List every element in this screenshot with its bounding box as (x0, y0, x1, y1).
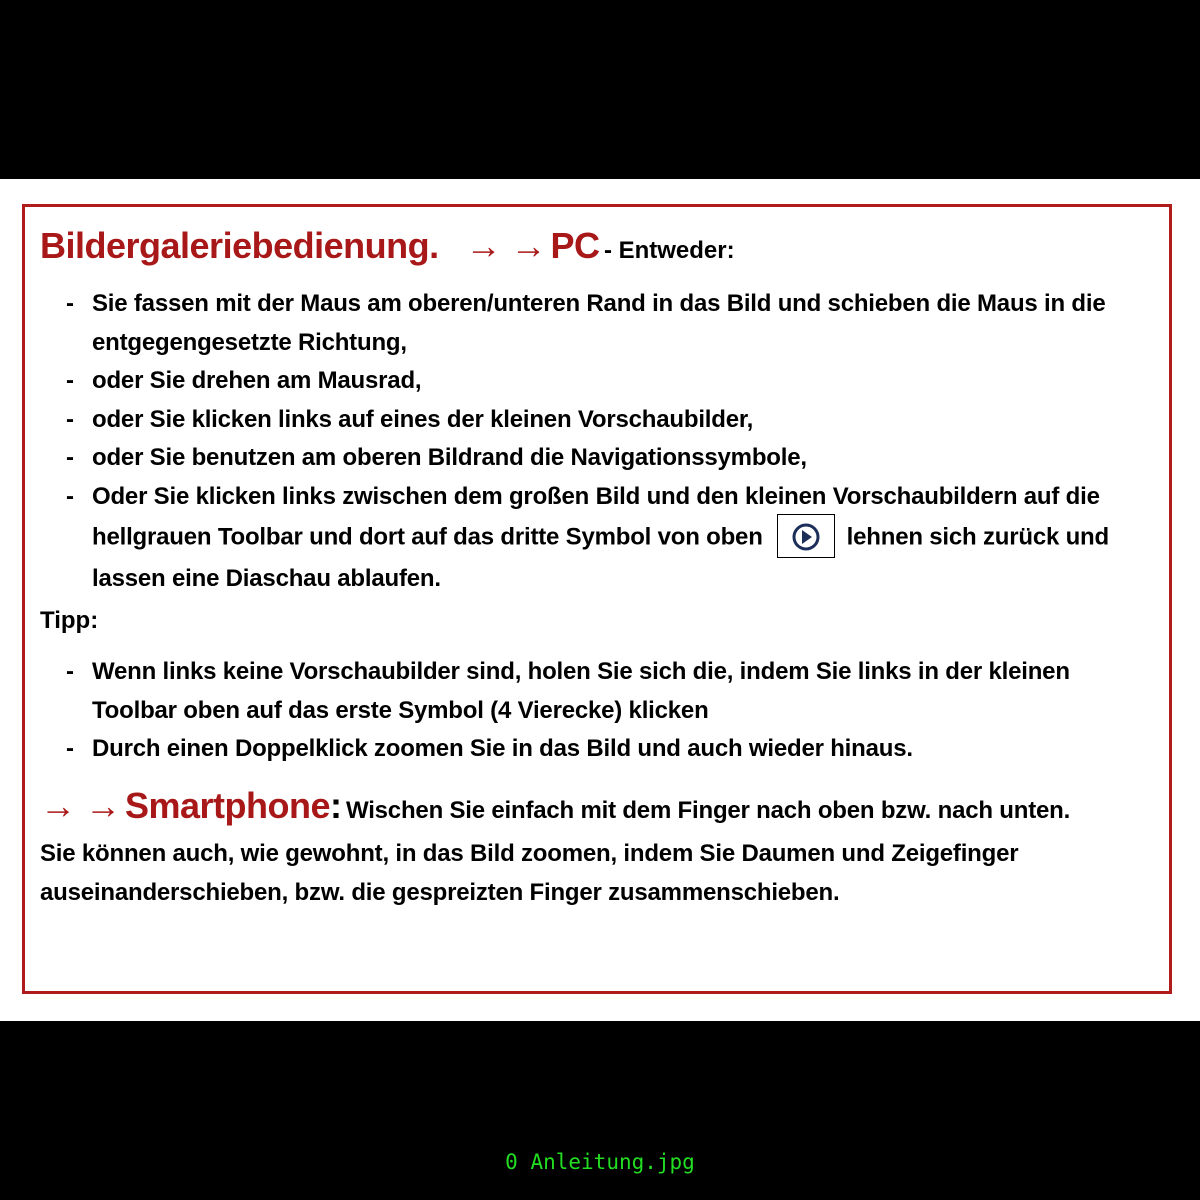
arrow-right-icon: → → (465, 225, 547, 266)
smartphone-heading (40, 785, 1070, 827)
list-dash: - (66, 290, 74, 317)
list-dash: - (66, 405, 74, 433)
smartphone-text: Wischen Sie einfach mit dem Finger nach oben bzw. nach unten. (345, 797, 1071, 824)
displayed-image[interactable] (0, 179, 1200, 1021)
page-title (40, 225, 735, 267)
list-item: - Oder Sie klicken links zwischen dem großen Bild und den kleinen Vorschaubildern auf die hellgrauen Toolbar und dort auf das dritte Symbol von oben lehnen sich zurück und lassen eine Diaschau ablaufen. (40, 478, 1150, 599)
list-dash: - (66, 444, 74, 471)
image-filename: 0 Anleitung.jpg (505, 1150, 695, 1174)
tipp-heading: Tipp: (40, 607, 99, 634)
pc-suffix: - Entweder: (603, 237, 735, 264)
play-circle-icon (777, 514, 835, 558)
pc-label: PC (550, 225, 600, 266)
list-item: - oder Sie klicken links auf eines der kleinen Vorschaubilder, (40, 401, 1150, 440)
list-dash: - (66, 735, 74, 762)
list-dash: - (66, 367, 74, 394)
arrow-right-icon: → → (40, 785, 121, 826)
list-dash: - (66, 658, 74, 685)
list-item: - oder Sie drehen am Mausrad, (40, 362, 1150, 401)
smartphone-label: Smartphone (124, 785, 330, 826)
smartphone-colon: : (330, 785, 342, 826)
tipp-list (40, 653, 1150, 769)
smartphone-paragraph: Sie können auch, wie gewohnt, in das Bild zoomen, indem Sie Daumen und Zeigefinger auseinanderschieben, bzw. die gespreizten Finger zusammenschieben. (40, 840, 1019, 906)
title-text: Bildergaleriebedienung (40, 225, 430, 266)
list-dash: - (66, 482, 74, 510)
list-item: - Sie fassen mit der Maus am oberen/unteren Rand in das Bild und schieben die Maus in die entgegengesetzte Richtung, (40, 285, 1150, 362)
title-dot: . (429, 225, 439, 266)
list-item: - Wenn links keine Vorschaubilder sind, holen Sie sich die, indem Sie links in der kleinen Toolbar oben auf das erste Symbol (4 Vierecke) klicken (40, 653, 1150, 730)
list-item: - Durch einen Doppelklick zoomen Sie in das Bild und auch wieder hinaus. (40, 730, 1150, 769)
list-item: - oder Sie benutzen am oberen Bildrand die Navigationssymbole, (40, 439, 1150, 478)
pc-instructions-list (40, 285, 1150, 599)
